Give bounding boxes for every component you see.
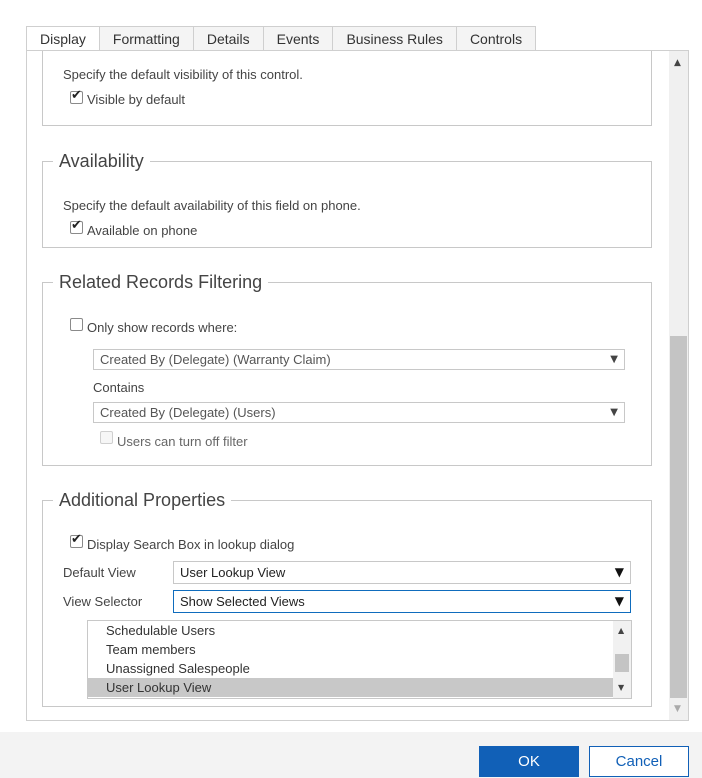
listbox-scroll-thumb[interactable] [615,654,629,672]
display-search-box-label: Display Search Box in lookup dialog [87,537,295,552]
list-item[interactable]: User Lookup View [88,678,631,697]
only-show-records-label: Only show records where: [87,320,238,335]
chevron-down-icon: ▼ [614,594,624,608]
listbox-scrollbar[interactable] [613,621,631,698]
users-turn-off-filter-checkbox[interactable] [100,431,113,444]
related-entity-select[interactable] [93,349,625,370]
available-on-phone-checkbox[interactable] [70,221,83,234]
visible-by-default-label: Visible by default [87,92,186,107]
visibility-group [42,51,652,126]
visible-by-default-checkbox[interactable] [70,91,83,104]
chevron-down-icon: ▼ [610,354,618,365]
default-view-select[interactable] [173,561,631,584]
additional-properties-title: Additional Properties [59,490,226,510]
tab-panel [26,50,689,721]
tab-formatting[interactable]: Formatting [100,26,194,51]
list-item[interactable]: Team members [106,642,196,657]
tab-display[interactable]: Display [26,26,100,51]
scroll-up-icon[interactable]: ▲ [618,626,625,635]
related-entity-value: Created By (Delegate) (Warranty Claim) [100,352,331,367]
ok-button[interactable]: OK [479,746,579,777]
tab-details[interactable]: Details [194,26,264,51]
view-selector-select[interactable] [173,590,631,613]
only-show-records-checkbox[interactable] [70,318,83,331]
additional-properties-group [42,490,652,707]
contains-label: Contains [93,380,145,395]
related-filtering-title: Related Records Filtering [59,272,263,292]
related-records-filtering-group [42,272,652,466]
cancel-button[interactable]: Cancel [589,746,689,777]
contains-entity-value: Created By (Delegate) (Users) [100,405,276,420]
chevron-down-icon: ▼ [614,565,624,579]
views-listbox[interactable] [87,620,632,699]
availability-description: Specify the default availability of this field on phone. [63,198,361,213]
tab-strip [26,26,536,51]
contains-entity-select[interactable] [93,402,625,423]
scroll-up-icon[interactable]: ▲ [674,58,681,68]
chevron-down-icon: ▼ [610,407,618,418]
dialog-footer [0,732,702,778]
panel-content [27,51,669,720]
view-selector-label: View Selector [63,594,143,609]
display-search-box-checkbox[interactable] [70,535,83,548]
available-on-phone-label: Available on phone [87,223,198,238]
tab-business-rules[interactable]: Business Rules [333,26,457,51]
list-item[interactable]: Unassigned Salespeople [106,661,250,676]
visibility-description: Specify the default visibility of this control. [63,67,303,82]
panel-scrollbar[interactable] [669,51,688,720]
view-selector-value: Show Selected Views [180,594,305,609]
default-view-label: Default View [63,565,136,580]
availability-group [42,151,652,248]
tab-events[interactable]: Events [264,26,334,51]
list-item[interactable]: Schedulable Users [106,623,216,638]
default-view-value: User Lookup View [180,565,286,580]
scroll-down-icon[interactable]: ▼ [618,683,625,692]
panel-scroll-thumb[interactable] [670,336,687,698]
users-turn-off-filter-label: Users can turn off filter [117,434,248,449]
availability-title: Availability [59,151,144,171]
scroll-down-icon[interactable]: ▼ [674,704,681,714]
tab-controls[interactable]: Controls [457,26,536,51]
